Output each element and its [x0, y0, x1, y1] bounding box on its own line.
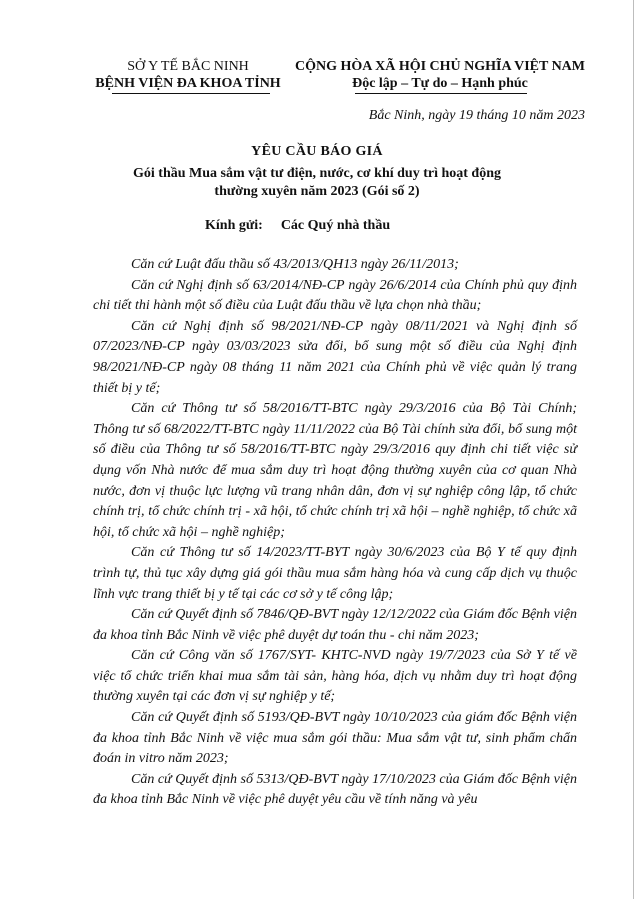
document-title: YÊU CẦU BÁO GIÁ	[251, 144, 383, 159]
issuer-block	[78, 58, 298, 92]
legal-basis-paragraph: Căn cứ Thông tư số 14/2023/TT-BYT ngày 30/6/2023 của Bộ Y tế quy định trình tự, thủ tục xây dựng giá gói thầu mua sắm hàng hóa và cung cấp dịch vụ thuộc lĩnh vực trang thiết bị y tế tại các cơ sở y tế công lập;	[93, 545, 577, 602]
department-name: SỞ Y TẾ BẮC NINH	[127, 59, 249, 74]
recipient-line	[205, 218, 390, 234]
legal-basis-paragraph: Căn cứ Công văn số 1767/SYT- KHTC-NVD ngày 19/7/2023 của Sở Y tế về việc tổ chức triển khai mua sắm tài sản, hàng hóa, dịch vụ nhằm duy trì hoạt động thường xuyên tại các đơn vị sự nghiệp y tế;	[93, 648, 577, 705]
issuer-underline	[112, 93, 270, 94]
document-date: Bắc Ninh, ngày 19 tháng 10 năm 2023	[368, 108, 585, 123]
hospital-name: BỆNH VIỆN ĐA KHOA TỈNH	[95, 76, 281, 91]
national-header	[280, 58, 600, 92]
legal-basis-paragraph: Căn cứ Quyết định số 5193/QĐ-BVT ngày 10/10/2023 của giám đốc Bệnh viện đa khoa tỉnh Bắc Ninh về việc mua sắm gói thầu: Mua sắm vật tư, sinh phẩm chẩn đoán in vitro năm 2023;	[93, 710, 577, 767]
recipient-label: Kính gửi:	[205, 218, 263, 233]
legal-basis-paragraph: Căn cứ Quyết định số 7846/QĐ-BVT ngày 12/12/2022 của Giám đốc Bệnh viện đa khoa tỉnh Bắc Ninh về việc phê duyệt dự toán thu - chi năm 2023;	[93, 607, 577, 643]
document-subtitle: Gói thầu Mua sắm vật tư điện, nước, cơ khí duy trì hoạt động thường xuyên năm 2023 (Gói số 2)	[133, 166, 501, 199]
legal-basis-paragraph: Căn cứ Nghị định số 98/2021/NĐ-CP ngày 08/11/2021 và Nghị định số 07/2023/NĐ-CP ngày 03/03/2023 sửa đổi, bổ sung một số điều của Nghị định 98/2021/NĐ-CP ngày 08 tháng 11 năm 2021 của Chính phủ về việc quản lý trang thiết bị y tế;	[93, 318, 577, 396]
legal-basis-paragraph: Căn cứ Luật đấu thầu số 43/2013/QH13 ngày 26/11/2013;	[131, 257, 459, 272]
recipient-value: Các Quý nhà thầu	[280, 218, 391, 233]
legal-basis-paragraph: Căn cứ Quyết định số 5313/QĐ-BVT ngày 17/10/2023 của Giám đốc Bệnh viện đa khoa tỉnh Bắc Ninh về việc phê duyệt yêu cầu về tính năng và yêu	[93, 771, 577, 808]
document-body	[93, 255, 577, 811]
legal-basis-paragraph: Căn cứ Thông tư số 58/2016/TT-BTC ngày 29/3/2016 của Bộ Tài Chính; Thông tư số 68/2022/TT-BTC ngày 11/11/2022 của Bộ Tài chính sửa đổi, bổ sung một số điều của Thông tư số 58/2016/TT-BTC ngày 29/3/2016 quy định chi tiết việc sử dụng vốn Nhà nước để mua sắm duy trì hoạt động thường xuyên của cơ quan Nhà nước, đơn vị thuộc lực lượng vũ trang nhân dân, đơn vị sự nghiệp công lập, tổ chức chính trị, tổ chức chính trị - xã hội, tổ chức chính trị xã hội – nghề nghiệp, tổ chức xã hội, tổ chức xã hội – nghề nghiệp;	[93, 401, 577, 540]
national-motto: Độc lập – Tự do – Hạnh phúc	[352, 76, 528, 91]
legal-basis-paragraph: Căn cứ Nghị định số 63/2014/NĐ-CP ngày 26/6/2014 của Chính phủ quy định chi tiết thi hành một số điều của Luật đấu thầu về lựa chọn nhà thầu;	[93, 277, 577, 314]
republic-name: CỘNG HÒA XÃ HỘI CHỦ NGHĨA VIỆT NAM	[294, 59, 585, 74]
motto-underline	[355, 93, 527, 94]
